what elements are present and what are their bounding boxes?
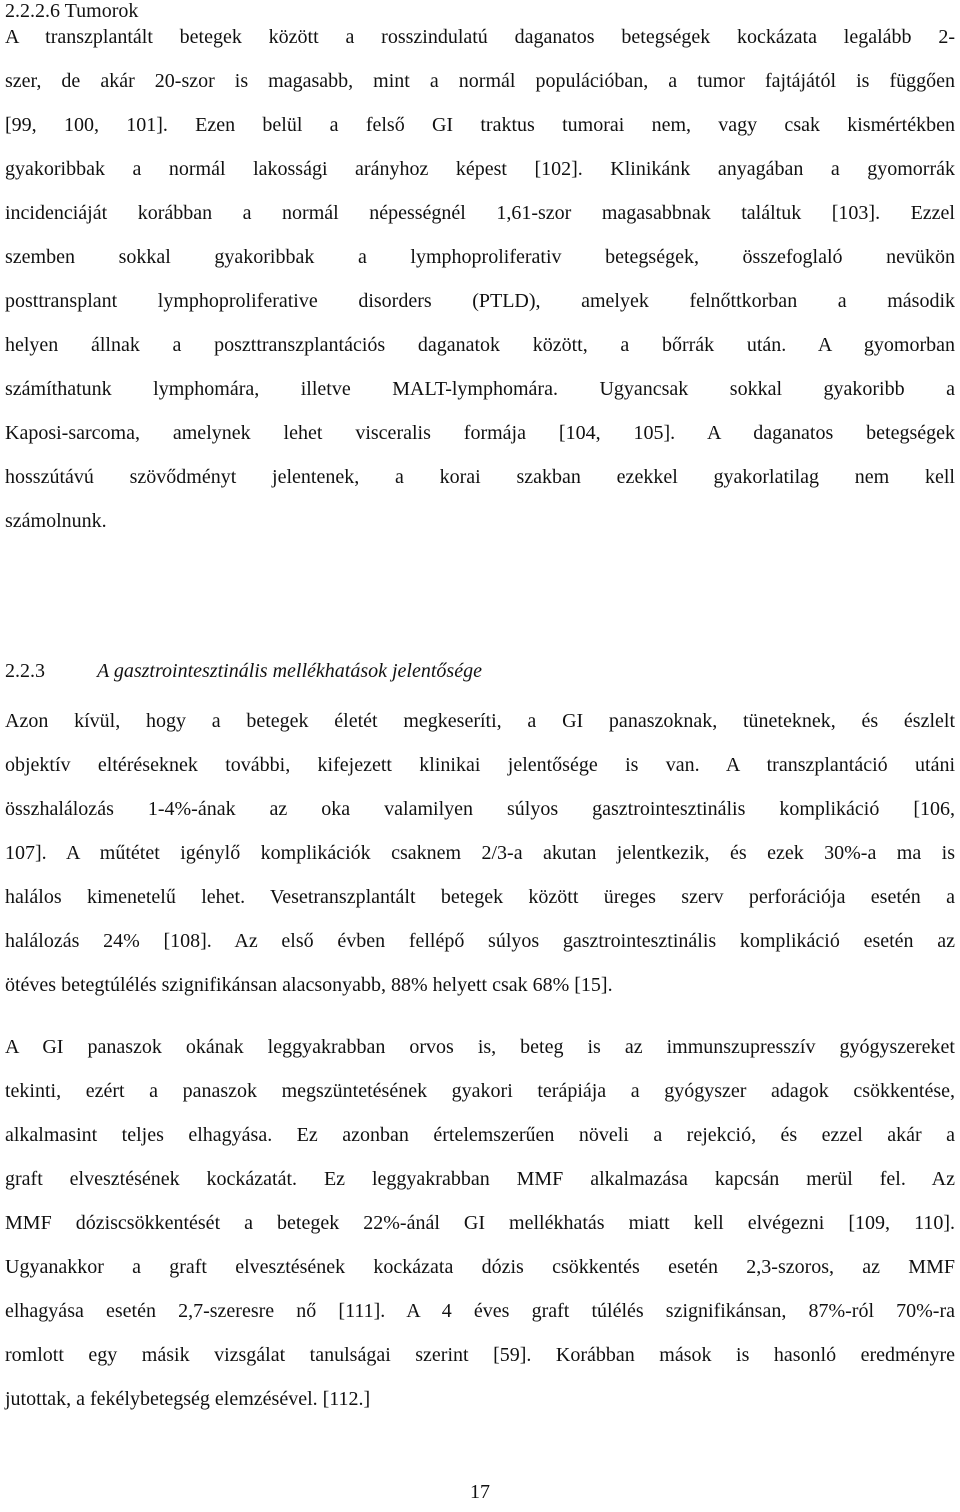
- text-line: szer, de akár 20-szor is magasabb, mint a normál populációban, a tumor fajtájától is függően: [5, 70, 955, 92]
- text-line: graft elvesztésének kockázatát. Ez leggyakrabban MMF alkalmazása kapcsán merül fel. Az: [5, 1168, 955, 1190]
- text-line: helyen állnak a poszttranszplantációs daganatok között, a bőrrák után. A gyomorban: [5, 334, 955, 356]
- text-line: halálos kimenetelű lehet. Vesetranszplantált betegek között üreges szerv perforációja esetén a: [5, 886, 955, 908]
- paragraph-gi-significance-1: [5, 699, 955, 1007]
- text-line: elhagyása esetén 2,7-szeresre nő [111]. A 4 éves graft túlélés szignifikánsan, 87%-ról 70%-ra: [5, 1300, 955, 1322]
- text-line: Azon kívül, hogy a betegek életét megkeseríti, a GI panaszoknak, tüneteknek, és észlelt: [5, 710, 955, 732]
- text-line: 107]. A műtétet igénylő komplikációk csaknem 2/3-a akutan jelentkezik, és ezek 30%-a ma is: [5, 842, 955, 864]
- text-line: posttransplant lymphoproliferative disorders (PTLD), amelyek felnőttkorban a második: [5, 290, 955, 312]
- text-line: alkalmasint teljes elhagyása. Ez azonban értelemszerűen növeli a rejekció, és ezzel akár a: [5, 1124, 955, 1146]
- text-line: szemben sokkal gyakoribbak a lymphoproliferativ betegségek, összefoglaló nevükön: [5, 246, 955, 268]
- text-line: Ugyanakkor a graft elvesztésének kockázata dózis csökkentés esetén 2,3-szoros, az MMF: [5, 1256, 955, 1278]
- text-line: számíthatunk lymphomára, illetve MALT-lymphomára. Ugyancsak sokkal gyakoribb a: [5, 378, 955, 400]
- text-line: halálozás 24% [108]. Az első évben fellépő súlyos gasztrointesztinális komplikáció esetén az: [5, 930, 955, 952]
- text-line: A transzplantált betegek között a rosszindulatú daganatos betegségek kockázata legalább 2-: [5, 26, 955, 48]
- text-line: [99, 100, 101]. Ezen belül a felső GI traktus tumorai nem, vagy csak kismértékben: [5, 114, 955, 136]
- paragraph-tumorok: [5, 15, 955, 543]
- text-line: jutottak, a fekélybetegség elemzésével. [112.]: [5, 1388, 371, 1410]
- section-number: 2.2.3: [5, 660, 45, 682]
- text-line: romlott egy másik vizsgálat tanulságai szerint [59]. Korábban mások is hasonló eredményre: [5, 1344, 955, 1366]
- text-line: incidenciáját korábban a normál népességnél 1,61-szor magasabbnak találtuk [103]. Ezzel: [5, 202, 955, 224]
- page-number: 17: [470, 1481, 490, 1503]
- paragraph-gi-significance-2: [5, 1025, 955, 1421]
- text-line: gyakoribbak a normál lakossági arányhoz képest [102]. Klinikánk anyagában a gyomorrák: [5, 158, 955, 180]
- section-heading-tumorok: 2.2.2.6 Tumorok: [5, 0, 139, 22]
- text-line: objektív eltéréseknek további, kifejezett klinikai jelentősége is van. A transzplantáció utáni: [5, 754, 955, 776]
- section-title: A gasztrointesztinális mellékhatások jelentősége: [97, 660, 482, 682]
- text-line: számolnunk.: [5, 510, 107, 532]
- text-line: összhalálozás 1-4%-ának az oka valamilyen súlyos gasztrointesztinális komplikáció [106,: [5, 798, 955, 820]
- text-line: hosszútávú szövődményt jelentenek, a korai szakban ezekkel gyakorlatilag nem kell: [5, 466, 955, 488]
- text-line: Kaposi-sarcoma, amelynek lehet visceralis formája [104, 105]. A daganatos betegségek: [5, 422, 955, 444]
- text-line: MMF dóziscsökkentését a betegek 22%-ánál GI mellékhatás miatt kell elvégezni [109, 110].: [5, 1212, 955, 1234]
- text-line: tekinti, ezért a panaszok megszüntetésének gyakori terápiája a gyógyszer adagok csökkentése,: [5, 1080, 955, 1102]
- text-line: ötéves betegtúlélés szignifikánsan alacsonyabb, 88% helyett csak 68% [15].: [5, 974, 613, 996]
- text-line: A GI panaszok okának leggyakrabban orvos is, beteg is az immunszupresszív gyógyszereket: [5, 1036, 955, 1058]
- section-heading-gi-significance: [5, 660, 482, 683]
